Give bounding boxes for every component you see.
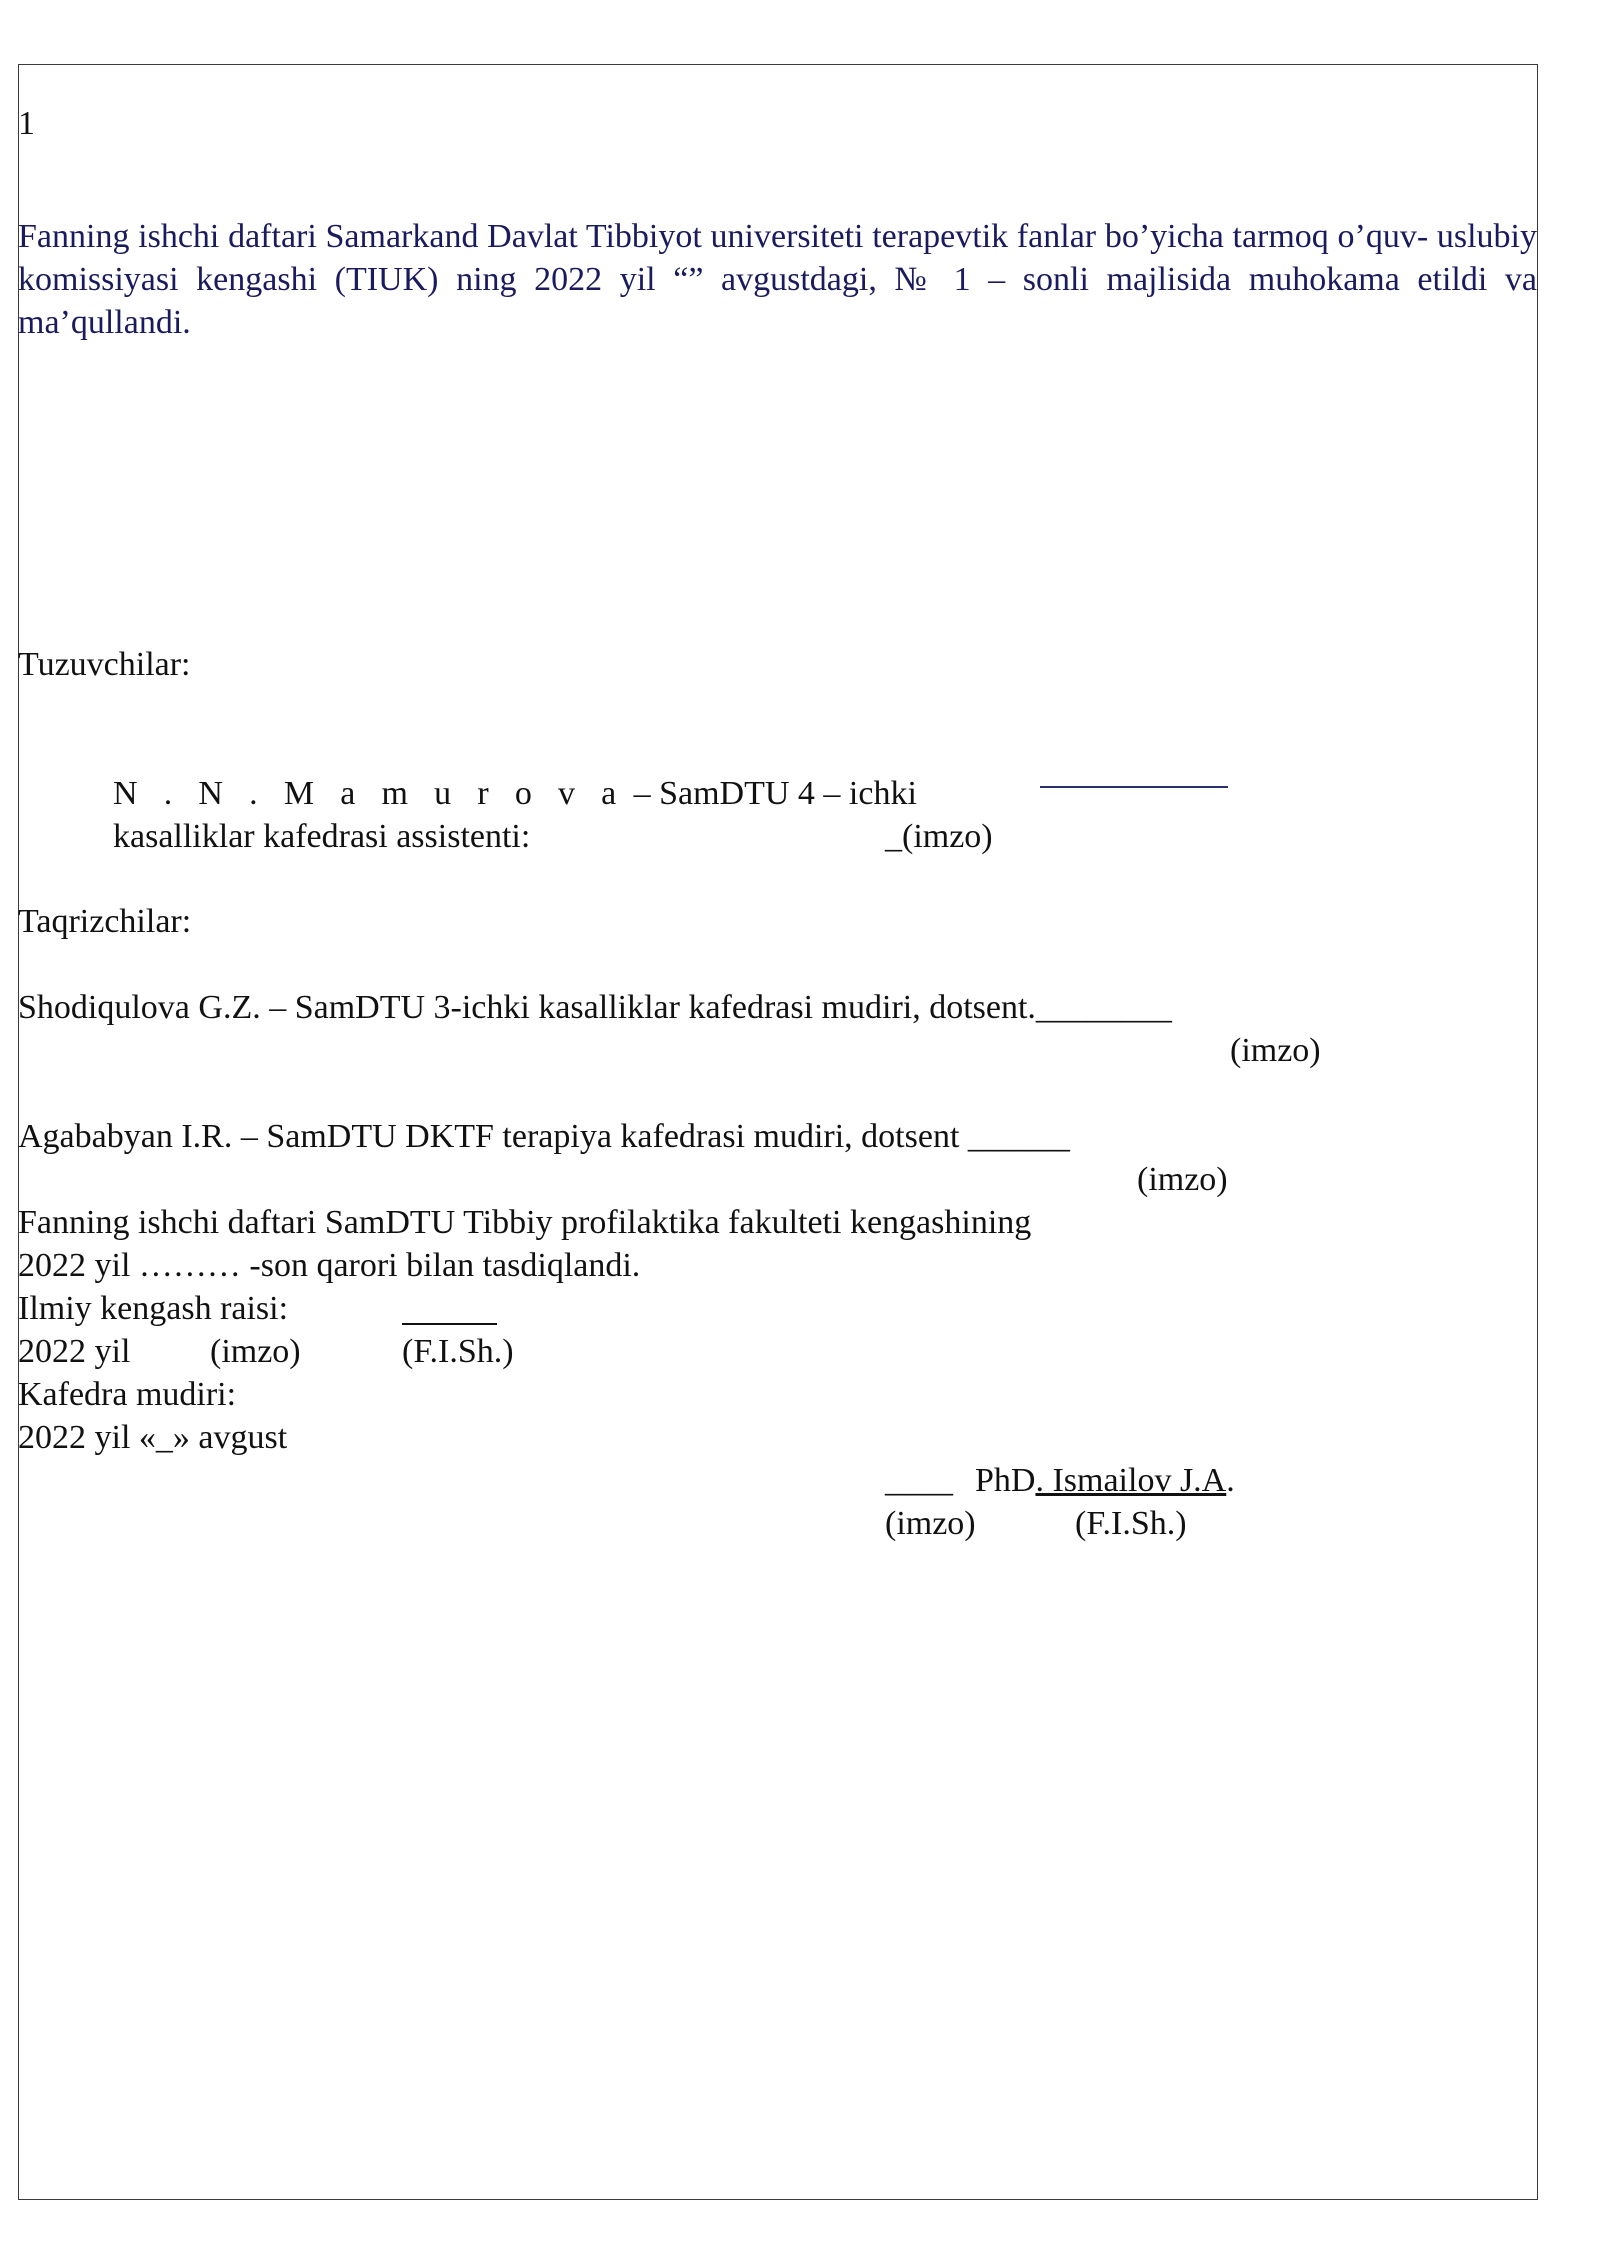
department-head-date: 2022 yil «_» avgust (18, 1419, 288, 1456)
faculty-approval-line-1: Fanning ishchi daftari SamDTU Tibbiy profilaktika fakulteti kengashining (18, 1204, 1032, 1241)
compiler-signature-label: _(imzo) (885, 818, 993, 855)
department-head-sign-blank: ____ (885, 1462, 953, 1499)
reviewers-heading: Taqrizchilar: (18, 903, 192, 940)
council-chair-year: 2022 yil (18, 1333, 131, 1370)
department-head-trailing: . (1226, 1462, 1235, 1499)
faculty-approval-line-2: 2022 yil ……… -son qarori bilan tasdiqlandi. (18, 1247, 641, 1284)
reviewer-2-text: Agababyan I.R. – SamDTU DKTF terapiya kafedrasi mudiri, dotsent ______ (18, 1118, 1070, 1155)
compiler-name: N . N . M a m u r o v a (113, 775, 626, 812)
compilers-heading: Tuzuvchilar: (18, 646, 191, 683)
reviewer-1-signature-label: (imzo) (1230, 1032, 1321, 1069)
reviewer-1-text: Shodiqulova G.Z. – SamDTU 3-ichki kasalliklar kafedrasi mudiri, dotsent.________ (18, 989, 1172, 1026)
department-head-fish-label: (F.I.Sh.) (1075, 1505, 1187, 1542)
council-chair-label: Ilmiy kengash raisi: (18, 1290, 289, 1327)
council-chair-signature-label: (imzo) (210, 1333, 301, 1370)
department-head-signature-line (885, 1459, 1235, 1502)
compiler-affiliation: – SamDTU 4 – ichki (625, 775, 917, 812)
compiler-line-1 (113, 772, 917, 815)
compiler-line-2: kasalliklar kafedrasi assistenti: (113, 818, 531, 855)
department-head-name: . Ismailov J.A (1035, 1462, 1227, 1499)
reviewer-2-signature-label: (imzo) (1137, 1161, 1228, 1198)
council-chair-fish-label: (F.I.Sh.) (402, 1333, 514, 1370)
approval-paragraph: Fanning ishchi daftari Samarkand Davlat Tibbiyot universiteti terapevtik fanlar bo’yicha tarmoq o’quv- uslubiy komissiyasi kengashi (TIUK) ning 2022 yil “” avgustdagi, № 1 – sonli majlisida muhokama etildi va ma’qullandi. (18, 218, 1537, 341)
department-head-signature-label: (imzo) (885, 1505, 976, 1542)
compiler-signature-line (1040, 786, 1228, 788)
council-chair-signature-line (402, 1323, 497, 1325)
department-head-label: Kafedra mudiri: (18, 1376, 237, 1413)
department-head-title: PhD (975, 1462, 1036, 1499)
page-number: 1 (18, 105, 35, 142)
